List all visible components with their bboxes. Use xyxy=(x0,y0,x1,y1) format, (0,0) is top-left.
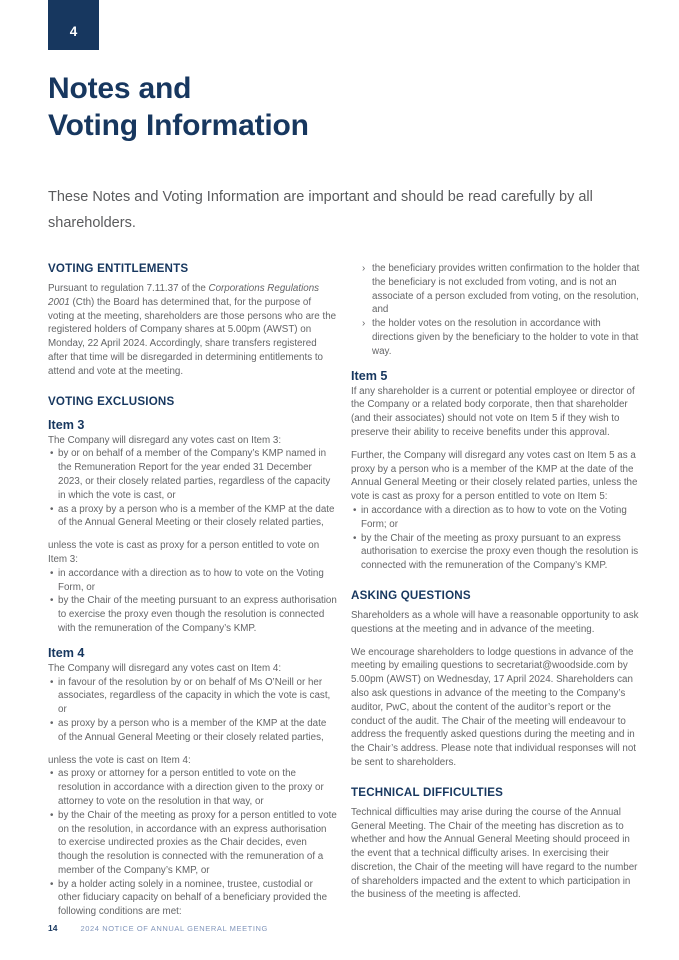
column-left xyxy=(48,262,337,928)
section-heading: TECHNICAL DIFFICULTIES xyxy=(351,785,504,799)
paragraph xyxy=(351,609,640,637)
paragraph xyxy=(48,434,337,448)
list-item xyxy=(48,503,337,531)
section-heading: VOTING ENTITLEMENTS xyxy=(48,262,189,275)
list-item xyxy=(48,676,337,717)
text-run: unless the vote is cast as proxy for a person entitled to vote on Item 3: xyxy=(48,540,320,565)
footer-document-title: 2024 NOTICE OF ANNUAL GENERAL MEETING xyxy=(80,924,268,933)
list-item xyxy=(351,504,640,532)
text-run: We encourage shareholders to lodge questions in advance of the meeting by emailing questions to secretariat@woodside.com by 5.00pm (AWST) on Wednesday, 17 April 2024. Shareholders can also ask questions in advance of the meeting to the Company’s auditor, PwC, about the content of the auditor’s report or the conduct of the audit. The Chair of the meeting will endeavour to address the frequently asked questions during the meeting and in the Chair’s address. Please note that individual responses will not be sent to shareholders. xyxy=(351,646,636,768)
paragraph xyxy=(48,282,337,379)
paragraph xyxy=(48,754,337,768)
list-item-text: by the Chair of the meeting pursuant to an express authorisation to exercise the proxy even though the resolution is connected with the remuneration of the Company’s KMP. xyxy=(58,595,337,634)
dot-bullet-icon: • xyxy=(50,717,54,729)
bullet-list xyxy=(48,676,337,745)
section-number: 4 xyxy=(69,23,78,39)
content-columns xyxy=(48,262,640,928)
dot-bullet-icon: • xyxy=(50,878,54,890)
paragraph xyxy=(48,539,337,567)
document-section xyxy=(351,786,640,903)
item-subheading: Item 4 xyxy=(48,645,85,660)
list-item-text: the beneficiary provides written confirmation to the holder that the beneficiary is not excluded from voting, and is not an associate of a person excluded from voting, on the resolution, and xyxy=(372,263,640,316)
list-item-text: in accordance with a direction as to how to vote on the Voting Form; or xyxy=(361,504,627,530)
list-item-text: by a holder acting solely in a nominee, trustee, custodial or other fiduciary capacity on behalf of a beneficiary provided the following conditions are met: xyxy=(58,878,328,918)
paragraph xyxy=(351,646,640,770)
list-item xyxy=(48,594,337,635)
list-item-text: in accordance with a direction as to how to vote on the Voting Form, or xyxy=(58,567,324,593)
text-run: Shareholders as a whole will have a reasonable opportunity to ask questions at the meeting and in advance of the meeting. xyxy=(351,609,639,635)
bullet-list xyxy=(351,262,640,359)
section-heading: VOTING EXCLUSIONS xyxy=(48,394,175,408)
document-section xyxy=(48,262,337,379)
dot-bullet-icon: • xyxy=(50,676,54,688)
document-section xyxy=(48,395,337,920)
bullet-list xyxy=(48,447,337,530)
text-run: The Company will disregard any votes cast on Item 3: xyxy=(48,434,282,446)
page-title xyxy=(48,70,309,144)
list-item-text: as proxy by a person who is a member of the KMP at the date of the Annual General Meeting or their closely related parties, xyxy=(58,717,327,743)
list-item-text: in favour of the resolution by or on behalf of Ms O’Neill or her associates, regardless of the capacity in which the vote is cast, or xyxy=(58,676,331,716)
dot-bullet-icon: • xyxy=(353,504,357,516)
list-item xyxy=(48,809,337,878)
list-item-text: by the Chair of the meeting as proxy pursuant to an express authorisation to exercise the proxy even though the resolution is connected with the remuneration of the Company’s KMP. xyxy=(361,532,639,572)
bullet-list xyxy=(48,767,337,919)
page-footer xyxy=(48,923,268,933)
list-item-text: as a proxy by a person who is a member of the KMP at the date of the Annual General Meeting or their closely related parties, xyxy=(58,503,335,529)
page-title-line1: Notes and xyxy=(48,72,192,105)
list-item xyxy=(351,532,640,573)
text-run: Further, the Company will disregard any votes cast on Item 5 as a proxy by a person who is a member of the KMP at the date of the Annual General Meeting or their closely related parties, unless the vote is cast as proxy for a person entitled to vote on Item 5: xyxy=(351,449,638,503)
section-heading: ASKING QUESTIONS xyxy=(351,588,471,602)
document-section xyxy=(351,589,640,770)
bullet-list xyxy=(351,504,640,573)
list-item xyxy=(48,767,337,808)
list-item-text: by or on behalf of a member of the Company’s KMP named in the Remuneration Report for the year ended 31 December 2023, or their closely related parties, regardless of the capacity in which the vote is cast, or xyxy=(58,448,331,501)
list-item xyxy=(48,717,337,745)
list-item xyxy=(351,262,640,317)
text-run: The Company will disregard any votes cast on Item 4: xyxy=(48,662,282,674)
dot-bullet-icon: • xyxy=(50,809,54,821)
text-run: Corporations Regulations 2001 xyxy=(48,283,320,308)
dot-bullet-icon: • xyxy=(50,567,54,579)
text-run: (Cth) the Board has determined that, for the purpose of voting at the meeting, shareholders are those persons who are the registered holders of Company shares at 5.00pm (AWST) on Monday, 22 April 2024. Accordingly, share transfers registered after that time will be disregarded in determining entitlements to attend and vote at the meeting. xyxy=(48,296,337,377)
dot-bullet-icon: • xyxy=(50,448,54,460)
list-item xyxy=(351,317,640,358)
page-title-line2: Voting Information xyxy=(48,109,309,142)
dot-bullet-icon: • xyxy=(353,532,357,544)
chevron-bullet-icon: › xyxy=(362,318,366,330)
list-item xyxy=(48,567,337,595)
list-item-text: as proxy or attorney for a person entitled to vote on the resolution in accordance with a direction given to the proxy or attorney to vote on the resolution in that way, or xyxy=(58,768,324,807)
item-subheading: Item 5 xyxy=(351,368,388,383)
list-item-text: the holder votes on the resolution in accordance with directions given by the beneficiary to the holder to vote in that way. xyxy=(372,318,639,357)
paragraph xyxy=(351,806,640,903)
page-number: 14 xyxy=(48,923,58,933)
section-number-tab xyxy=(48,0,99,50)
text-run: Technical difficulties may arise during the course of the Annual General Meeting. The Chair of the meeting has discretion as to whether and how the Annual General Meeting should proceed in the event that a technical difficulty arises. In exercising their discretion, the Chair of the meeting will have regard to the number of shareholders impacted and the extent to which participation in the business of the meeting is affected. xyxy=(351,806,638,901)
dot-bullet-icon: • xyxy=(50,503,54,515)
column-right xyxy=(351,262,640,928)
text-run: Pursuant to regulation 7.11.37 of the xyxy=(48,283,209,294)
chevron-bullet-icon: › xyxy=(362,263,366,274)
dot-bullet-icon: • xyxy=(50,768,54,780)
list-item xyxy=(48,447,337,502)
item-subheading: Item 3 xyxy=(48,417,85,432)
list-item xyxy=(48,878,337,919)
text-run: If any shareholder is a current or potential employee or director of the Company or a related body corporate, then that shareholder (and their associates) should not vote on Item 5 if they wish to preserve their ability to receive benefits under this approval. xyxy=(351,385,635,438)
paragraph xyxy=(351,385,640,440)
paragraph xyxy=(351,449,640,504)
document-section xyxy=(351,262,640,573)
text-run: unless the vote is cast on Item 4: xyxy=(48,754,191,766)
page-subtitle: These Notes and Voting Information are important and should be read carefully by all shareholders. xyxy=(48,189,593,231)
dot-bullet-icon: • xyxy=(50,595,54,607)
paragraph xyxy=(48,662,337,676)
bullet-list xyxy=(48,567,337,636)
list-item-text: by the Chair of the meeting as proxy for a person entitled to vote on the resolution, in accordance with an express authorisation to exercise undirected proxies as the Chair decides, even though the resolution is connected with the remuneration of a member of the Company’s KMP, or xyxy=(58,809,337,876)
